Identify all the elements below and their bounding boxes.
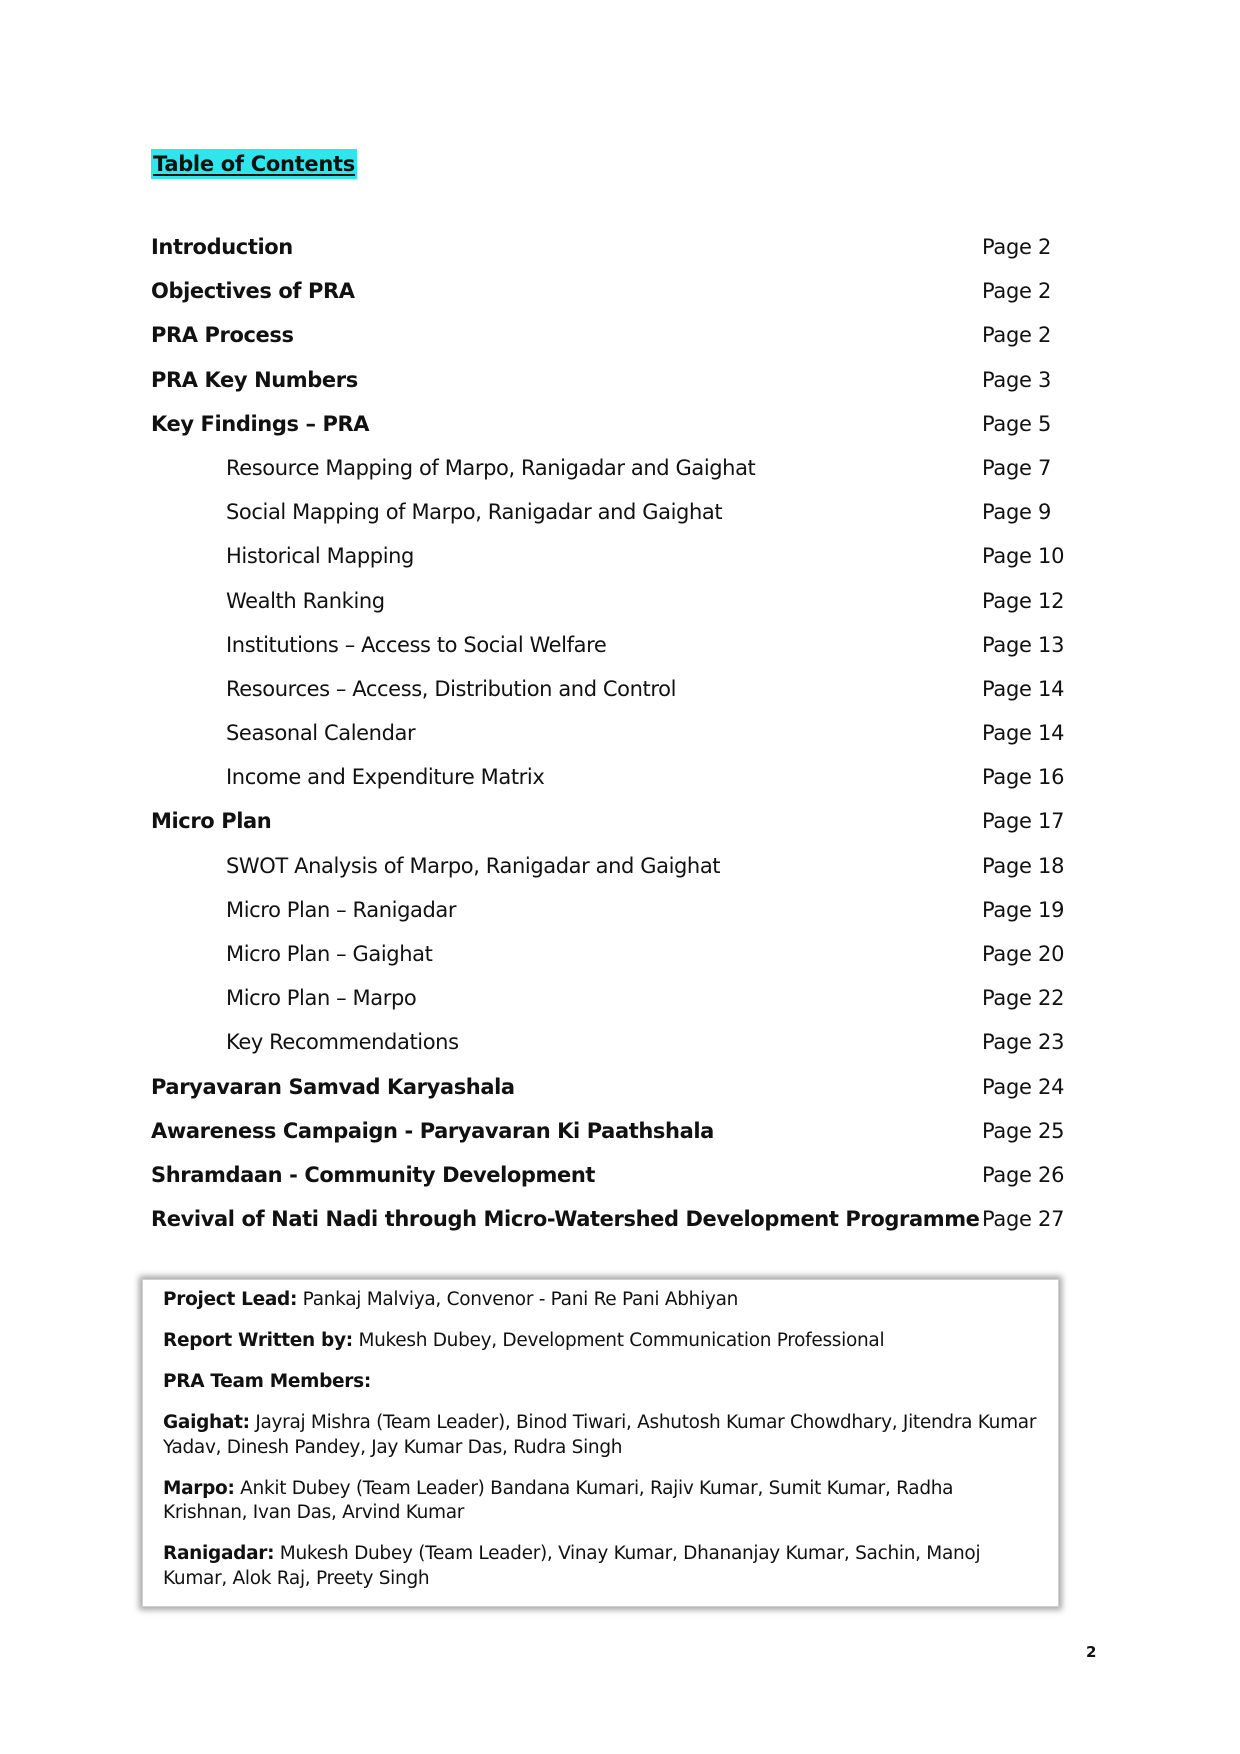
toc-entry-page: Page 25	[982, 1118, 1065, 1143]
team-gaighat	[163, 1411, 1038, 1460]
toc-entry[interactable]	[151, 674, 1071, 718]
toc-entry[interactable]	[151, 983, 1071, 1027]
toc-entry-title: Shramdaan - Community Development	[151, 1162, 596, 1187]
toc-entry-title: Seasonal Calendar	[226, 721, 416, 746]
toc-entry-title: Micro Plan – Ranigadar	[226, 897, 457, 922]
toc-entry[interactable]	[151, 232, 1071, 276]
toc-entry-title: Objectives of PRA	[151, 279, 355, 304]
toc-entry[interactable]	[151, 541, 1071, 585]
report-author-label: Report Written by:	[163, 1330, 353, 1351]
toc-entry-page: Page 9	[982, 500, 1052, 525]
toc-entry[interactable]	[151, 409, 1071, 453]
toc-entry-page: Page 27	[982, 1207, 1065, 1232]
toc-entry-page: Page 10	[982, 544, 1065, 569]
toc-entry[interactable]	[151, 320, 1071, 364]
toc-entry-page: Page 20	[982, 942, 1065, 966]
toc-entry-page: Page 23	[982, 1030, 1065, 1055]
toc-entry[interactable]	[151, 630, 1071, 674]
toc-entry-page: Page 3	[982, 367, 1052, 392]
team-marpo-members: Ankit Dubey (Team Leader) Bandana Kumari, Rajiv Kumar, Sumit Kumar, Radha Krishnan, Ivan Das, Arvind Kumar	[163, 1477, 954, 1523]
toc-entry-page: Page 19	[982, 897, 1065, 922]
toc-entry-page: Page 2	[982, 235, 1052, 259]
toc-entry-page: Page 12	[982, 588, 1065, 613]
toc-entry-title: Resource Mapping of Marpo, Ranigadar and Gaighat	[226, 455, 756, 480]
toc-entry-title: Institutions – Access to Social Welfare	[226, 632, 607, 657]
toc-entry[interactable]	[151, 762, 1071, 806]
toc-entry-title: Awareness Campaign - Paryavaran Ki Paathshala	[151, 1118, 714, 1143]
toc-entry[interactable]	[151, 939, 1071, 983]
toc-entry[interactable]	[151, 497, 1071, 541]
toc-entry-page: Page 18	[982, 853, 1065, 878]
toc-entry-page: Page 5	[982, 411, 1052, 436]
toc-entry-title: PRA Process	[151, 323, 294, 348]
toc-entry[interactable]	[151, 1027, 1071, 1071]
table-of-contents	[151, 232, 1071, 1248]
team-ranigadar-members: Mukesh Dubey (Team Leader), Vinay Kumar, Dhananjay Kumar, Sachin, Manoj Kumar, Alok Raj, Preety Singh	[163, 1543, 981, 1589]
toc-entry-page: Page 2	[982, 323, 1052, 348]
page-number: 2	[1086, 1643, 1097, 1661]
toc-entry-page: Page 14	[982, 721, 1065, 746]
toc-entry[interactable]	[151, 1160, 1071, 1204]
project-lead	[163, 1288, 1038, 1313]
team-ranigadar	[163, 1542, 1038, 1591]
team-gaighat-label: Gaighat:	[163, 1412, 250, 1433]
toc-entry-page: Page 2	[982, 279, 1052, 304]
toc-entry-page: Page 7	[982, 455, 1052, 480]
toc-entry[interactable]	[151, 1116, 1071, 1160]
team-gaighat-members: Jayraj Mishra (Team Leader), Binod Tiwari, Ashutosh Kumar Chowdhary, Jitendra Kumar Yadav, Dinesh Pandey, Jay Kumar Das, Rudra Singh	[163, 1412, 1037, 1458]
toc-entry-page: Page 16	[982, 765, 1065, 790]
report-author	[163, 1329, 1038, 1354]
toc-entry[interactable]	[151, 895, 1071, 939]
toc-entry-title: Paryavaran Samvad Karyashala	[151, 1074, 515, 1099]
toc-entry-title: Resources – Access, Distribution and Control	[226, 676, 677, 701]
toc-entry-title: Micro Plan	[151, 809, 272, 834]
page-title: Table of Contents	[151, 149, 357, 179]
toc-entry[interactable]	[151, 1204, 1071, 1248]
toc-entry[interactable]	[151, 718, 1071, 762]
toc-entry-title: Wealth Ranking	[226, 588, 385, 613]
toc-entry-title: Historical Mapping	[226, 544, 414, 569]
credits-box	[142, 1279, 1059, 1607]
toc-entry-page: Page 26	[982, 1162, 1065, 1187]
toc-entry-title: PRA Key Numbers	[151, 367, 358, 392]
toc-entry[interactable]	[151, 586, 1071, 630]
project-lead-value: Pankaj Malviya, Convenor - Pani Re Pani Abhiyan	[297, 1289, 739, 1310]
toc-entry[interactable]	[151, 453, 1071, 497]
toc-entry[interactable]	[151, 276, 1071, 320]
report-author-value: Mukesh Dubey, Development Communication Professional	[352, 1330, 885, 1351]
team-marpo	[163, 1477, 1038, 1526]
toc-entry-page: Page 24	[982, 1074, 1065, 1099]
toc-entry-page: Page 14	[982, 676, 1065, 701]
toc-entry-page: Page 13	[982, 632, 1065, 657]
toc-entry-title: Revival of Nati Nadi through Micro-Watershed Development Programme	[151, 1207, 980, 1232]
toc-entry-title: Social Mapping of Marpo, Ranigadar and Gaighat	[226, 500, 723, 525]
team-members-label: PRA Team Members:	[163, 1371, 371, 1392]
toc-entry[interactable]	[151, 365, 1071, 409]
toc-entry[interactable]	[151, 1072, 1071, 1116]
toc-entry-title: SWOT Analysis of Marpo, Ranigadar and Gaighat	[226, 853, 721, 878]
toc-entry-title: Key Recommendations	[226, 1030, 459, 1055]
toc-entry-title: Income and Expenditure Matrix	[226, 765, 545, 790]
toc-entry-title: Key Findings – PRA	[151, 411, 370, 436]
toc-entry-title: Introduction	[151, 235, 293, 259]
team-ranigadar-label: Ranigadar:	[163, 1543, 275, 1564]
team-marpo-label: Marpo:	[163, 1477, 235, 1499]
team-members-heading	[163, 1370, 1038, 1395]
toc-entry[interactable]	[151, 851, 1071, 895]
toc-entry-title: Micro Plan – Marpo	[226, 986, 417, 1011]
toc-entry-page: Page 22	[982, 986, 1065, 1011]
project-lead-label: Project Lead:	[163, 1289, 298, 1310]
toc-entry-title: Micro Plan – Gaighat	[226, 942, 433, 966]
toc-entry-page: Page 17	[982, 809, 1065, 834]
toc-entry[interactable]	[151, 806, 1071, 850]
